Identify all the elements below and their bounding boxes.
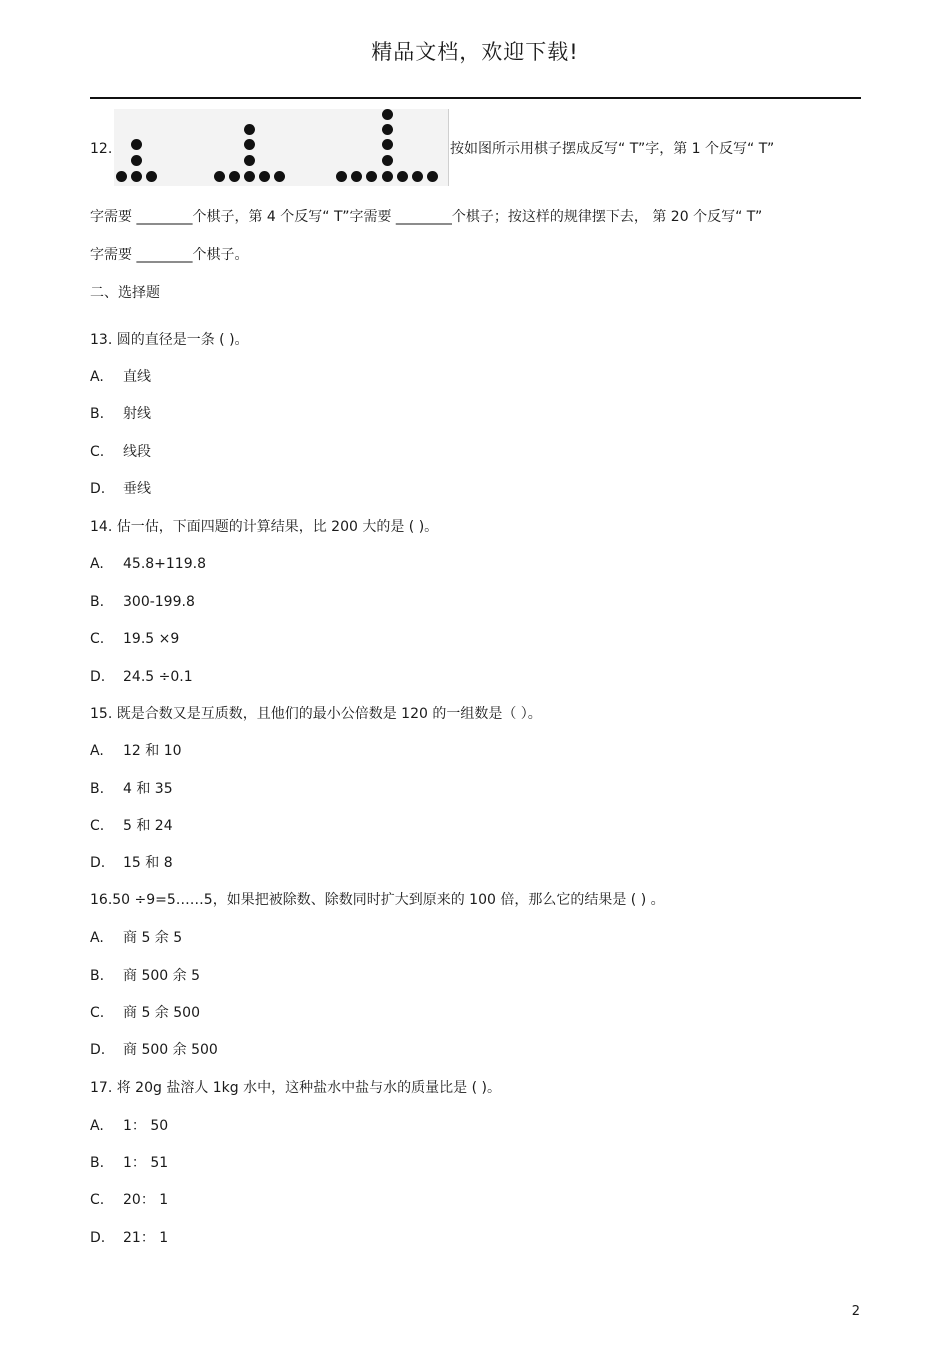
option-text: 垂线 (123, 481, 151, 497)
option-text: 1： 50 (123, 1118, 169, 1134)
q12-number: 12. (90, 141, 113, 157)
chess-piece-dot (244, 124, 255, 135)
option-letter: C. (90, 818, 105, 834)
option-text: 直线 (123, 369, 151, 385)
chess-piece-dot (274, 171, 285, 182)
chess-piece-dot (244, 155, 255, 166)
option-d (90, 668, 193, 686)
option-text: 1： 51 (123, 1155, 169, 1171)
option-text: 商 500 余 500 (123, 1042, 218, 1058)
chess-piece-dot (131, 155, 142, 166)
option-letter: C. (90, 631, 105, 647)
chess-piece-dot (412, 171, 423, 182)
option-c (90, 1004, 200, 1022)
q12-text-line3: 字需要 ________个棋子。 (90, 247, 249, 263)
option-a (90, 1117, 168, 1135)
option-text: 24.5 ÷0.1 (123, 669, 193, 685)
chess-piece-dot (382, 171, 393, 182)
section-title: 二、选择题 (90, 285, 160, 301)
q12-text-line1: 按如图所示用棋子摆成反写“ T”字，第 1 个反写“ T” (450, 141, 775, 157)
chess-piece-dot (146, 171, 157, 182)
chess-piece-dot (131, 171, 142, 182)
question-stem: 14. 估一估，下面四题的计算结果，比 200 大的是 ( )。 (90, 519, 439, 535)
option-letter: B. (90, 406, 105, 422)
option-text: 商 5 余 5 (123, 930, 183, 946)
option-letter: C. (90, 1005, 105, 1021)
chess-piece-dot (229, 171, 240, 182)
option-letter: B. (90, 594, 105, 610)
option-letter: C. (90, 1192, 105, 1208)
option-text: 20： 1 (123, 1192, 169, 1208)
option-d (90, 854, 173, 872)
option-text: 21： 1 (123, 1230, 169, 1246)
option-b (90, 967, 200, 985)
option-letter: A. (90, 743, 104, 759)
chess-piece-dot (366, 171, 377, 182)
chess-piece-dot (244, 171, 255, 182)
option-text: 商 5 余 500 (123, 1005, 200, 1021)
option-d (90, 1229, 168, 1247)
option-letter: A. (90, 930, 104, 946)
option-b (90, 780, 173, 798)
option-text: 射线 (123, 406, 151, 422)
option-letter: A. (90, 556, 104, 572)
option-letter: B. (90, 781, 105, 797)
option-letter: D. (90, 669, 106, 685)
option-letter: D. (90, 481, 106, 497)
chess-piece-dot (382, 139, 393, 150)
chess-piece-dot (244, 139, 255, 150)
chess-piece-dot (382, 109, 393, 120)
option-text: 4 和 35 (123, 781, 173, 797)
chess-piece-t-figure (114, 109, 449, 186)
option-a (90, 929, 182, 947)
option-letter: B. (90, 968, 105, 984)
option-letter: A. (90, 1118, 104, 1134)
option-c (90, 443, 151, 461)
option-b (90, 1154, 168, 1172)
q12-text-line2: 字需要 ________个棋子，第 4 个反写“ T”字需要 ________个棋子；按这样的规律摆下去， 第 20 个反写“ T” (90, 209, 763, 225)
option-c (90, 817, 173, 835)
chess-piece-dot (351, 171, 362, 182)
option-letter: A. (90, 369, 104, 385)
page-number: 2 (851, 1304, 860, 1319)
option-letter: D. (90, 855, 106, 871)
page-header-title: 精品文档，欢迎下载! (371, 40, 579, 64)
chess-piece-dot (259, 171, 270, 182)
option-text: 商 500 余 5 (123, 968, 200, 984)
option-letter: B. (90, 1155, 105, 1171)
option-letter: D. (90, 1042, 106, 1058)
option-text: 12 和 10 (123, 743, 182, 759)
question-stem: 17. 将 20g 盐溶人 1kg 水中，这种盐水中盐与水的质量比是 ( )。 (90, 1080, 501, 1096)
chess-piece-dot (116, 171, 127, 182)
option-c (90, 1191, 168, 1209)
question-stem: 13. 圆的直径是一条 ( )。 (90, 332, 249, 348)
question-stem: 15. 既是合数又是互质数，且他们的最小公倍数是 120 的一组数是（ ）。 (90, 706, 542, 722)
option-letter: C. (90, 444, 105, 460)
chess-piece-dot (397, 171, 408, 182)
option-letter: D. (90, 1230, 106, 1246)
chess-piece-dot (427, 171, 438, 182)
option-text: 5 和 24 (123, 818, 173, 834)
option-a (90, 742, 182, 760)
option-text: 45.8+119.8 (123, 556, 206, 572)
option-d (90, 1041, 218, 1059)
option-a (90, 555, 206, 573)
chess-piece-dot (214, 171, 225, 182)
chess-piece-dot (336, 171, 347, 182)
option-text: 300-199.8 (123, 594, 195, 610)
chess-piece-dot (382, 155, 393, 166)
question-stem: 16.50 ÷9=5……5，如果把被除数、除数同时扩大到原来的 100 倍，那么它的结果是 ( ) 。 (90, 892, 665, 908)
option-text: 15 和 8 (123, 855, 173, 871)
option-text: 19.5 ×9 (123, 631, 180, 647)
header-divider (90, 97, 861, 99)
option-b (90, 593, 195, 611)
option-text: 线段 (123, 444, 151, 460)
option-b (90, 405, 151, 423)
option-a (90, 368, 151, 386)
option-c (90, 630, 179, 648)
option-d (90, 480, 151, 498)
chess-piece-dot (382, 124, 393, 135)
chess-piece-dot (131, 139, 142, 150)
